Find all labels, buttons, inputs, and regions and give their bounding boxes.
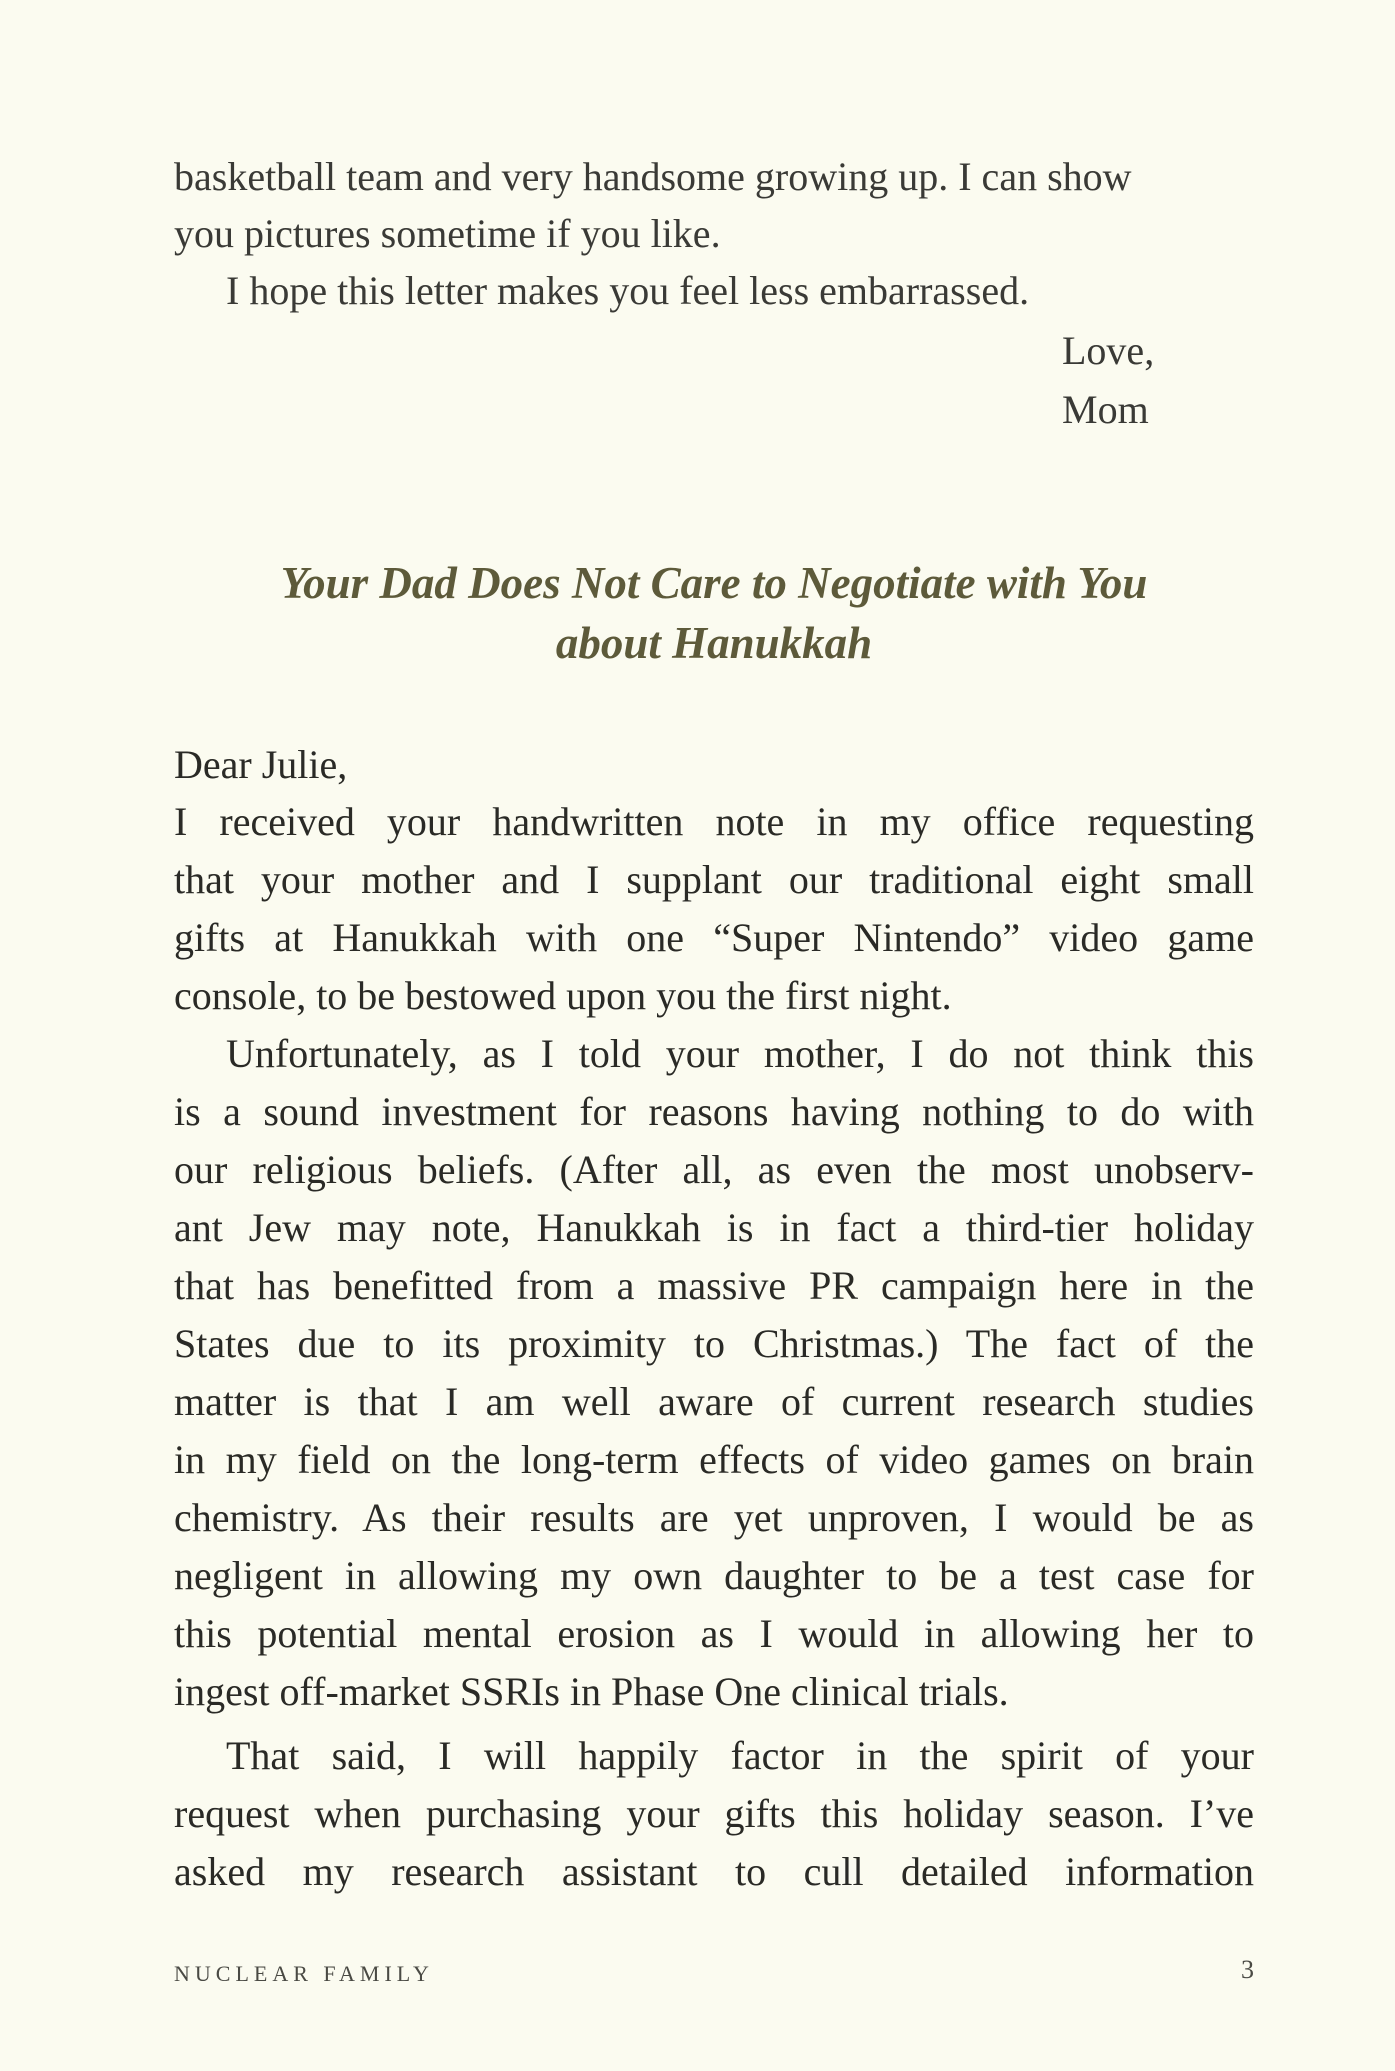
text-line: request when purchasing your gifts this holiday season. I’ve [174, 1791, 1254, 1836]
page-number: 3 [1241, 1955, 1254, 1984]
text-line: is a sound investment for reasons having nothing to do with [174, 1089, 1254, 1134]
text-line: I received your handwritten note in my office requesting [174, 799, 1254, 844]
text-line: that your mother and I supplant our traditional eight small [174, 857, 1254, 902]
running-title: NUCLEAR FAMILY [174, 1961, 434, 1986]
text-line: gifts at Hanukkah with one “Super Nintendo” video game [174, 915, 1254, 960]
letter-signature: Mom [1062, 387, 1149, 432]
text-line: basketball team and very handsome growing up. I can show [174, 154, 1132, 199]
text-line: negligent in allowing my own daughter to be a test case for [174, 1553, 1254, 1598]
text-line: that has benefitted from a massive PR campaign here in the [174, 1263, 1254, 1308]
text-line: asked my research assistant to cull detailed information [174, 1849, 1254, 1894]
text-line: That said, I will happily factor in the spirit of your [226, 1733, 1254, 1778]
heading-line-2: about Hanukkah [555, 618, 873, 668]
text-line: this potential mental erosion as I would in allowing her to [174, 1611, 1254, 1656]
text-line: console, to be bestowed upon you the first night. [174, 973, 952, 1018]
text-line: matter is that I am well aware of current research studies [174, 1379, 1254, 1424]
text-line: in my field on the long-term effects of video games on brain [174, 1437, 1254, 1482]
text-line: chemistry. As their results are yet unproven, I would be as [174, 1495, 1254, 1540]
text-line: States due to its proximity to Christmas.) The fact of the [174, 1321, 1254, 1366]
text-line: Unfortunately, as I told your mother, I do not think this [226, 1031, 1254, 1076]
text-line: I hope this letter makes you feel less embarrassed. [226, 268, 1030, 313]
text-line: our religious beliefs. (After all, as even the most unobserv- [174, 1147, 1254, 1192]
text-line: you pictures sometime if you like. [174, 211, 721, 256]
text-line: ant Jew may note, Hanukkah is in fact a third-tier holiday [174, 1205, 1254, 1250]
text-line: ingest off-market SSRIs in Phase One clinical trials. [174, 1669, 1009, 1714]
heading-line-1: Your Dad Does Not Care to Negotiate with You [280, 558, 1148, 608]
letter-closing: Love, [1062, 328, 1155, 373]
salutation: Dear Julie, [174, 742, 348, 787]
